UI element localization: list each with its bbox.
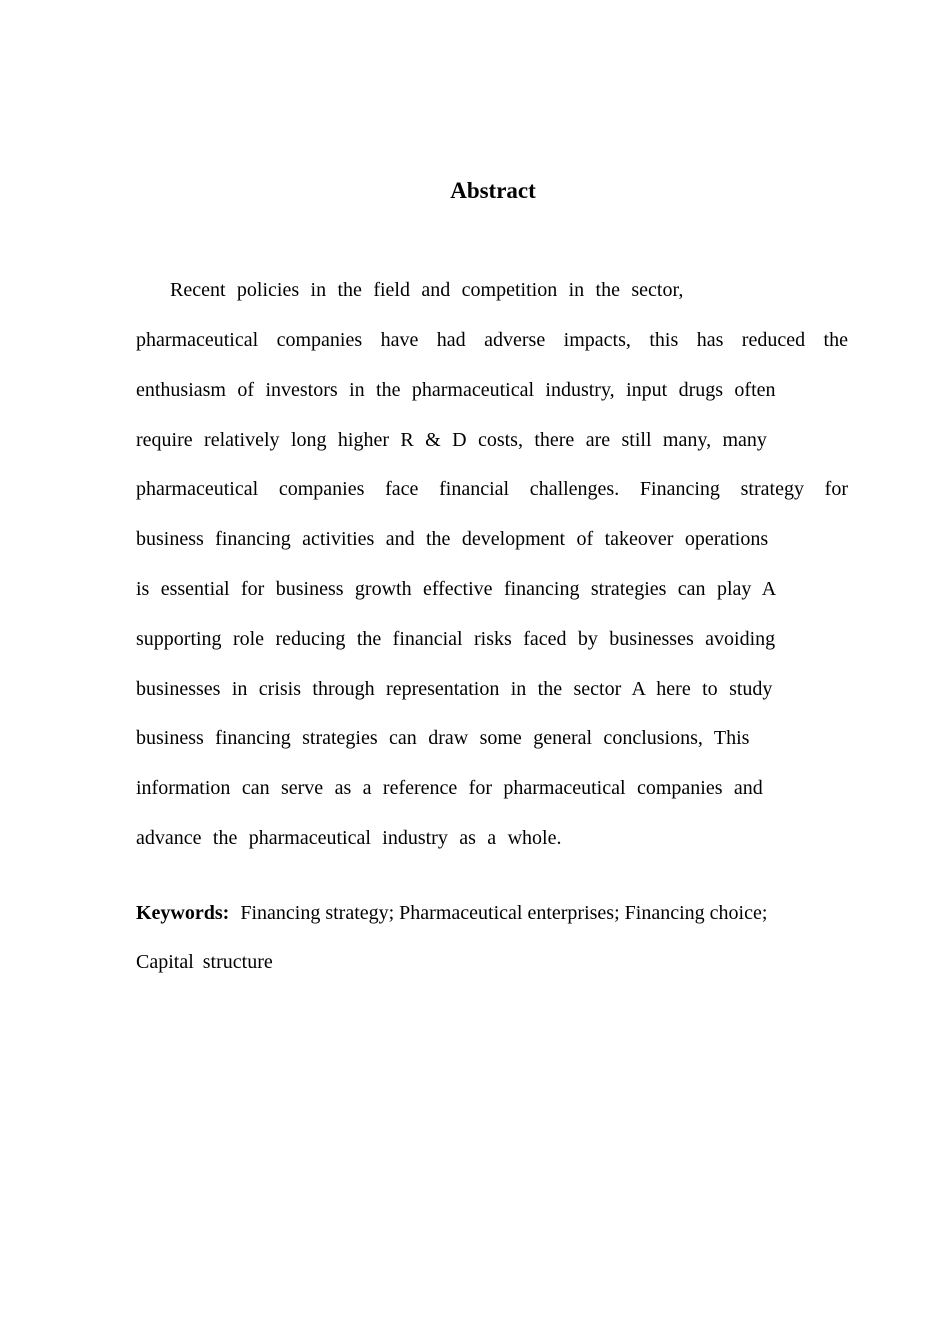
- abstract-line: pharmaceutical companies have had adverse impacts, this has reduced the: [136, 329, 848, 351]
- abstract-line: advance the pharmaceutical industry as a whole.: [136, 827, 562, 849]
- abstract-line: business financing strategies can draw some general conclusions, This: [136, 727, 750, 749]
- keywords-text: Financing strategy; Pharmaceutical enterprises; Financing choice;: [240, 902, 768, 924]
- keywords-label: Keywords:: [136, 902, 230, 924]
- keywords-continuation: Capital structure: [136, 951, 273, 973]
- abstract-line: supporting role reducing the financial risks faced by businesses avoiding: [136, 628, 776, 650]
- abstract-line: enthusiasm of investors in the pharmaceutical industry, input drugs often: [136, 379, 776, 401]
- abstract-title: Abstract: [450, 178, 536, 203]
- keywords-line: [136, 900, 767, 926]
- abstract-line: information can serve as a reference for pharmaceutical companies and: [136, 777, 763, 799]
- abstract-line: pharmaceutical companies face financial challenges. Financing strategy for: [136, 478, 848, 500]
- abstract-line: require relatively long higher R & D costs, there are still many, many: [136, 429, 767, 451]
- abstract-line: business financing activities and the development of takeover operations: [136, 528, 769, 550]
- abstract-line: Recent policies in the field and competition in the sector,: [170, 279, 684, 301]
- abstract-line: businesses in crisis through representation in the sector A here to study: [136, 678, 773, 700]
- abstract-line: is essential for business growth effective financing strategies can play A: [136, 578, 777, 600]
